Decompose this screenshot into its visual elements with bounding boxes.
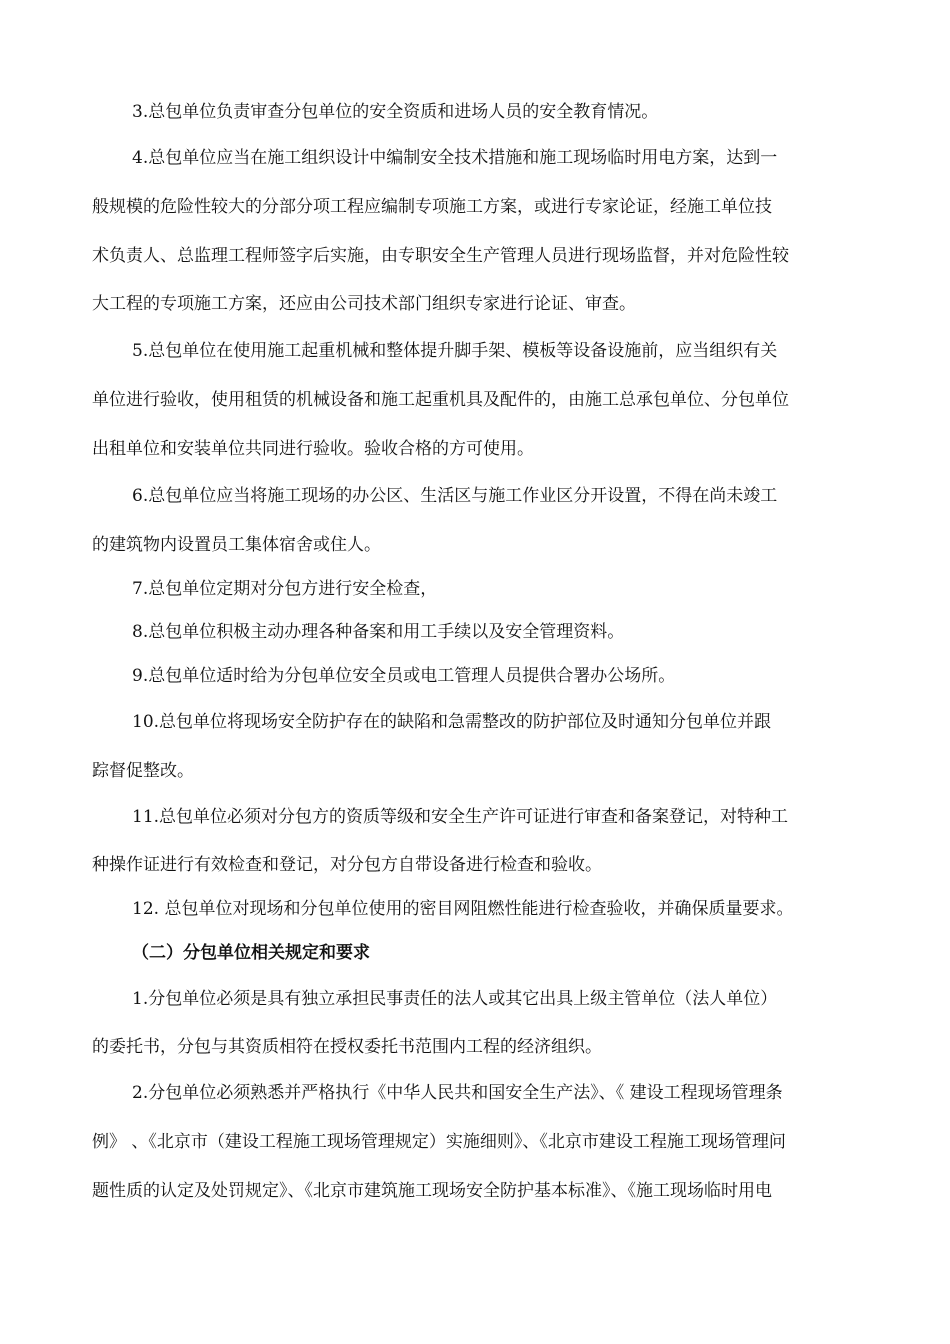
text-line: 11.总包单位必须对分包方的资质等级和安全生产许可证进行审查和备案登记，对特种工 — [132, 807, 789, 827]
text-line: 10.总包单位将现场安全防护存在的缺陷和急需整改的防护部位及时通知分包单位并跟 — [132, 712, 772, 732]
text-line: 3.总包单位负责审查分包单位的安全资质和进场人员的安全教育情况。 — [132, 102, 659, 122]
text-line: 大工程的专项施工方案，还应由公司技术部门组织专家进行论证、审查。 — [92, 294, 636, 314]
text-line: 单位进行验收，使用租赁的机械设备和施工起重机具及配件的，由施工总承包单位、分包单位 — [92, 390, 789, 410]
text-line: 2.分包单位必须熟悉并严格执行《中华人民共和国安全生产法》、《 建设工程现场管理条 — [132, 1083, 783, 1103]
text-line: 的建筑物内设置员工集体宿舍或住人。 — [92, 535, 381, 555]
section-heading: （二）分包单位相关规定和要求 — [132, 943, 370, 963]
text-line: 5.总包单位在使用施工起重机械和整体提升脚手架、模板等设备设施前，应当组织有关 — [132, 341, 778, 361]
text-line: 1.分包单位必须是具有独立承担民事责任的法人或其它出具上级主管单位（法人单位） — [132, 989, 778, 1009]
text-line: 9.总包单位适时给为分包单位安全员或电工管理人员提供合署办公场所。 — [132, 666, 676, 686]
text-line: 踪督促整改。 — [92, 761, 194, 781]
text-line: 种操作证进行有效检查和登记，对分包方自带设备进行检查和验收。 — [92, 855, 602, 875]
text-line: 7.总包单位定期对分包方进行安全检查， — [132, 579, 438, 599]
text-line: 例》 、《北京市（建设工程施工现场管理规定）实施细则》、《北京市建设工程施工现场管理问 — [92, 1132, 786, 1152]
text-line: 12. 总包单位对现场和分包单位使用的密目网阻燃性能进行检查验收，并确保质量要求。 — [132, 899, 794, 919]
text-line: 术负责人、总监理工程师签字后实施，由专职安全生产管理人员进行现场监督，并对危险性较 — [92, 246, 789, 266]
text-line: 8.总包单位积极主动办理各种备案和用工手续以及安全管理资料。 — [132, 622, 625, 642]
text-line: 题性质的认定及处罚规定》、《北京市建筑施工现场安全防护基本标准》、《施工现场临时用电 — [92, 1181, 772, 1201]
text-line: 出租单位和安装单位共同进行验收。验收合格的方可使用。 — [92, 439, 534, 459]
text-line: 般规模的危险性较大的分部分项工程应编制专项施工方案，或进行专家论证，经施工单位技 — [92, 197, 772, 217]
text-line: 4.总包单位应当在施工组织设计中编制安全技术措施和施工现场临时用电方案，达到一 — [132, 148, 778, 168]
text-line: 6.总包单位应当将施工现场的办公区、生活区与施工作业区分开设置，不得在尚未竣工 — [132, 486, 778, 506]
text-line: 的委托书，分包与其资质相符在授权委托书范围内工程的经济组织。 — [92, 1037, 602, 1057]
